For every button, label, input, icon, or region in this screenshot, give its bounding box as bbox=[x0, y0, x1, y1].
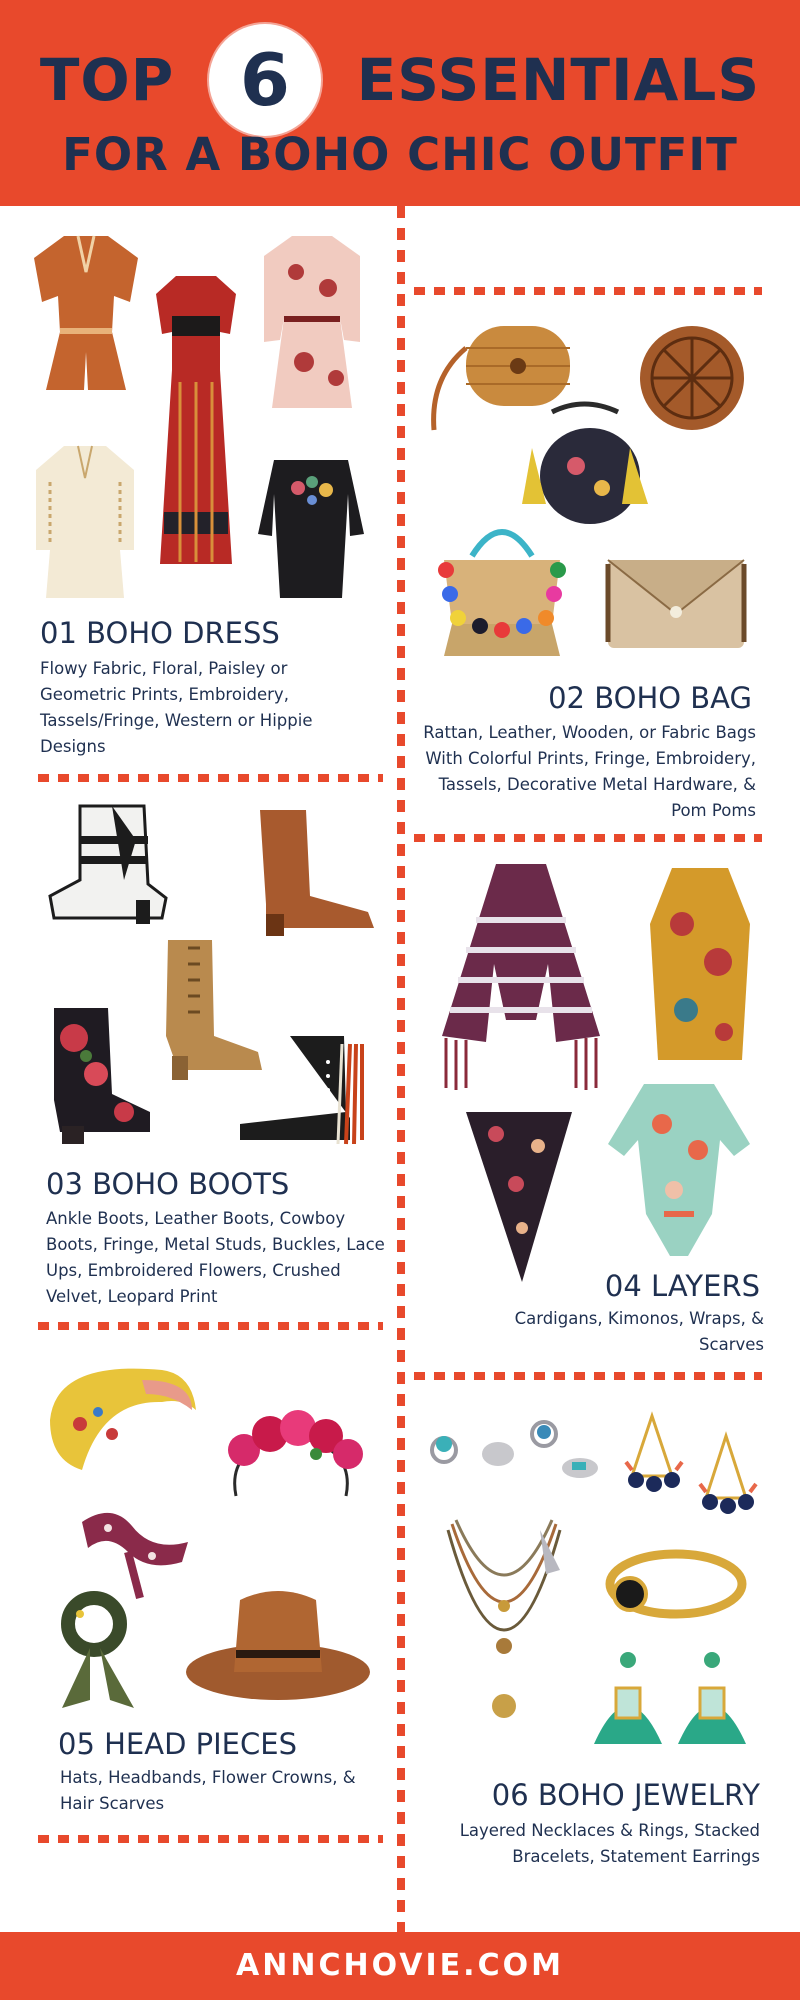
jewelry-navy-tassel-earrings-image bbox=[622, 1406, 762, 1534]
dress-black-embroidered-image bbox=[254, 454, 368, 602]
divider-layers bbox=[414, 1372, 762, 1380]
layers-paisley-scarf-image bbox=[462, 1106, 576, 1286]
dress-romper-image bbox=[30, 232, 142, 394]
head-mustard-headband-image bbox=[42, 1350, 200, 1480]
dress-floral-mini-image bbox=[256, 232, 368, 412]
number-badge: 6 bbox=[213, 28, 317, 132]
bag-embellished-clutch-image bbox=[600, 552, 752, 656]
head-brown-hat-image bbox=[180, 1576, 376, 1706]
boots-studded-ankle-image bbox=[40, 800, 170, 926]
bag-embroidered-pouch-image bbox=[518, 392, 652, 530]
boots-description: Ankle Boots, Leather Boots, Cowboy Boots, Fringe, Metal Studs, Buckles, Lace Ups, Embroidered Flowers, Crushed Velvet, Leopard Print bbox=[46, 1209, 385, 1306]
layers-teal-kimono-image bbox=[604, 1080, 754, 1260]
jewelry-rings-image bbox=[426, 1410, 602, 1490]
head-hair-scarf-green-image bbox=[50, 1584, 146, 1712]
divider-dress bbox=[38, 774, 383, 782]
boots-fringe-black-image bbox=[232, 1032, 372, 1148]
header-banner bbox=[0, 0, 800, 206]
footer-site-link[interactable]: ANNCHOVIE.COM bbox=[236, 1948, 564, 1983]
dress-description: Flowy Fabric, Floral, Paisley or Geometric Prints, Embroidery, Tassels/Fringe, Western or Hippie Designs bbox=[40, 659, 313, 756]
divider-head bbox=[38, 1835, 383, 1843]
divider-bag bbox=[414, 834, 762, 842]
headline-top: TOP bbox=[39, 46, 175, 114]
bag-description: Rattan, Leather, Wooden, or Fabric Bags With Colorful Prints, Fringe, Embroidery, Tassels, Decorative Metal Hardware, & Pom Poms bbox=[423, 723, 756, 820]
headline-line-1 bbox=[0, 28, 800, 132]
footer-banner bbox=[0, 1932, 800, 2000]
head-flower-crown-image bbox=[206, 1406, 376, 1506]
dress-title: 01 BOHO DRESS bbox=[40, 616, 280, 650]
layers-title: 04 LAYERS bbox=[604, 1269, 760, 1303]
boots-brown-cowboy-image bbox=[250, 804, 380, 940]
divider-top-right bbox=[414, 287, 762, 295]
layers-mustard-kimono-image bbox=[646, 864, 754, 1064]
head-description: Hats, Headbands, Flower Crowns, & Hair Scarves bbox=[60, 1768, 356, 1813]
dress-cream-tunic-image bbox=[30, 442, 140, 602]
boots-floral-velvet-image bbox=[46, 1004, 156, 1146]
vertical-divider bbox=[397, 206, 405, 1932]
boots-title: 03 BOHO BOOTS bbox=[46, 1167, 290, 1201]
headline-essentials: ESSENTIALS bbox=[356, 46, 761, 114]
headline-line-2: FOR A BOHO CHIC OUTFIT bbox=[62, 128, 738, 181]
jewelry-description: Layered Necklaces & Rings, Stacked Bracelets, Statement Earrings bbox=[459, 1821, 760, 1866]
bag-title: 02 BOHO BAG bbox=[548, 681, 752, 715]
jewelry-gold-bracelet-image bbox=[600, 1540, 752, 1628]
dress-red-maxi-image bbox=[150, 272, 242, 568]
head-title: 05 HEAD PIECES bbox=[58, 1727, 297, 1761]
jewelry-title: 06 BOHO JEWELRY bbox=[491, 1778, 760, 1812]
layers-description: Cardigans, Kimonos, Wraps, & Scarves bbox=[514, 1309, 764, 1354]
bag-pompom-tote-image bbox=[432, 512, 572, 660]
jewelry-turquoise-earrings-image bbox=[588, 1648, 756, 1748]
divider-boots bbox=[38, 1322, 383, 1330]
layers-striped-poncho-image bbox=[436, 860, 606, 1092]
jewelry-layered-necklace-image bbox=[436, 1510, 572, 1746]
